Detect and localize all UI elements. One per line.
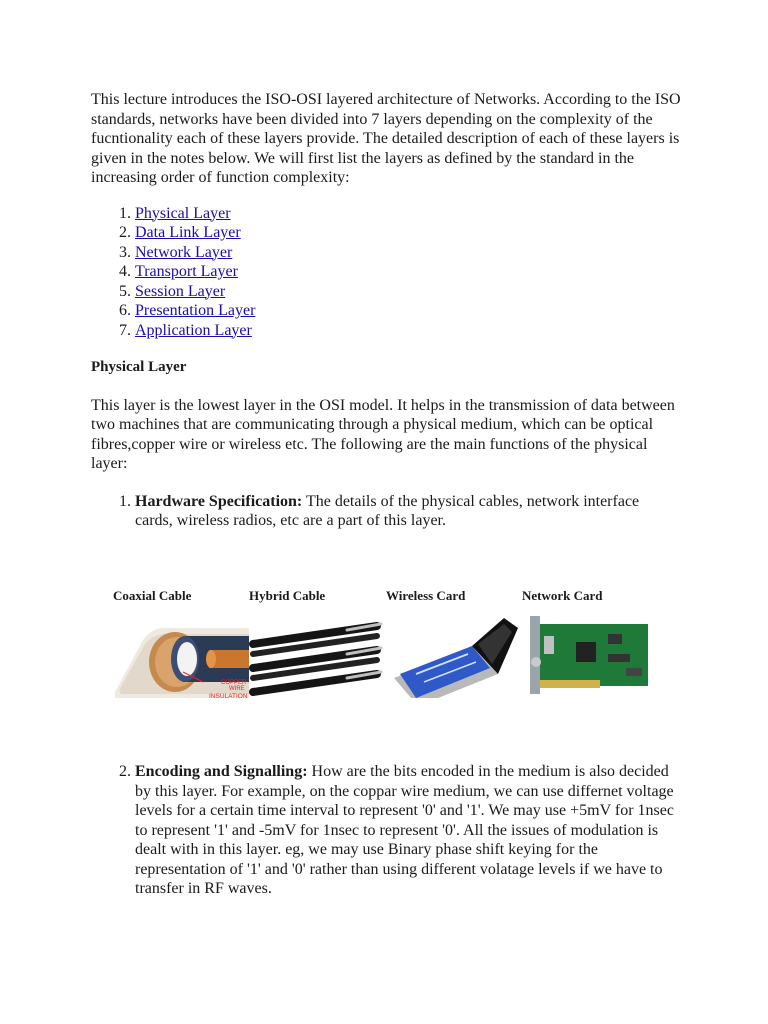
function-list <box>91 492 691 531</box>
function-item-encoding <box>91 762 691 899</box>
coax-label-wire: WIRE <box>229 686 245 692</box>
caption-wireless-card: Wireless Card <box>386 588 466 603</box>
link-data-link-layer[interactable]: Data Link Layer <box>135 224 241 241</box>
caption-hybrid-cable: Hybrid Cable <box>249 588 326 603</box>
hardware-gallery <box>113 588 673 718</box>
function-text: How are the bits encoded in the medium is also decided by this layer. For example, on the coppar wire medium, we can use differnet voltage levels for a certain time interval to represent '0' and '1'. We may use +5mV for 1nsec to represent '1' and -5mV for 1nsec to represent '0'. All the issues of modulation is dealt with in this layer. eg, we may use Binary phase shift keying for the representation of '1' and '0' rather than using different volatage levels if we have to transfer in RF waves. <box>135 763 674 897</box>
function-title: Hardware Specification: <box>135 492 303 510</box>
link-network-layer[interactable]: Network Layer <box>135 243 233 261</box>
function-title: Encoding and Signalling: <box>135 763 308 780</box>
function-list-continued <box>91 762 691 899</box>
hybrid-cable-image <box>249 610 385 698</box>
list-item <box>135 262 691 282</box>
link-session-layer[interactable]: Session Layer <box>135 282 226 300</box>
layer-list <box>91 204 691 341</box>
list-item <box>135 301 691 321</box>
coaxial-cable-image <box>113 610 249 698</box>
link-transport-layer[interactable]: Transport Layer <box>135 263 238 280</box>
coax-label-copper: COPPER <box>221 680 247 686</box>
document-body <box>91 90 691 531</box>
caption-network-card: Network Card <box>522 588 603 603</box>
coax-label-insulation: INSULATION <box>209 693 248 698</box>
list-item <box>135 492 675 531</box>
network-card-image <box>522 610 658 698</box>
link-presentation-layer[interactable]: Presentation Layer <box>135 302 256 319</box>
list-item <box>135 204 691 224</box>
link-physical-layer[interactable]: Physical Layer <box>135 204 231 222</box>
list-item <box>135 223 691 243</box>
list-item <box>135 321 691 341</box>
list-item <box>135 282 691 302</box>
list-item <box>135 762 675 899</box>
link-application-layer[interactable]: Application Layer <box>135 321 252 339</box>
function-text: The details of the physical cables, network interface cards, wireless radios, etc are a part of this layer. <box>135 492 640 529</box>
section-paragraph: This layer is the lowest layer in the OSI model. It helps in the transmission of data between two machines that are communicating through a physical medium, which can be optical fibres,copper wire or wireless etc. The following are the main functions of the physical layer: <box>91 396 675 472</box>
wireless-card-image <box>386 610 522 698</box>
section-heading: Physical Layer <box>91 359 187 375</box>
intro-paragraph: This lecture introduces the ISO-OSI layered architecture of Networks. According to the ISO standards, networks have been divided into 7 layers depending on the complexity of the fucntionality each of these layers provide. The detailed description of each of these layers is given in the notes below. We will first list the layers as defined by the standard in the increasing order of function complexity: <box>91 91 681 186</box>
list-item <box>135 243 691 263</box>
caption-coaxial-cable: Coaxial Cable <box>113 588 192 603</box>
